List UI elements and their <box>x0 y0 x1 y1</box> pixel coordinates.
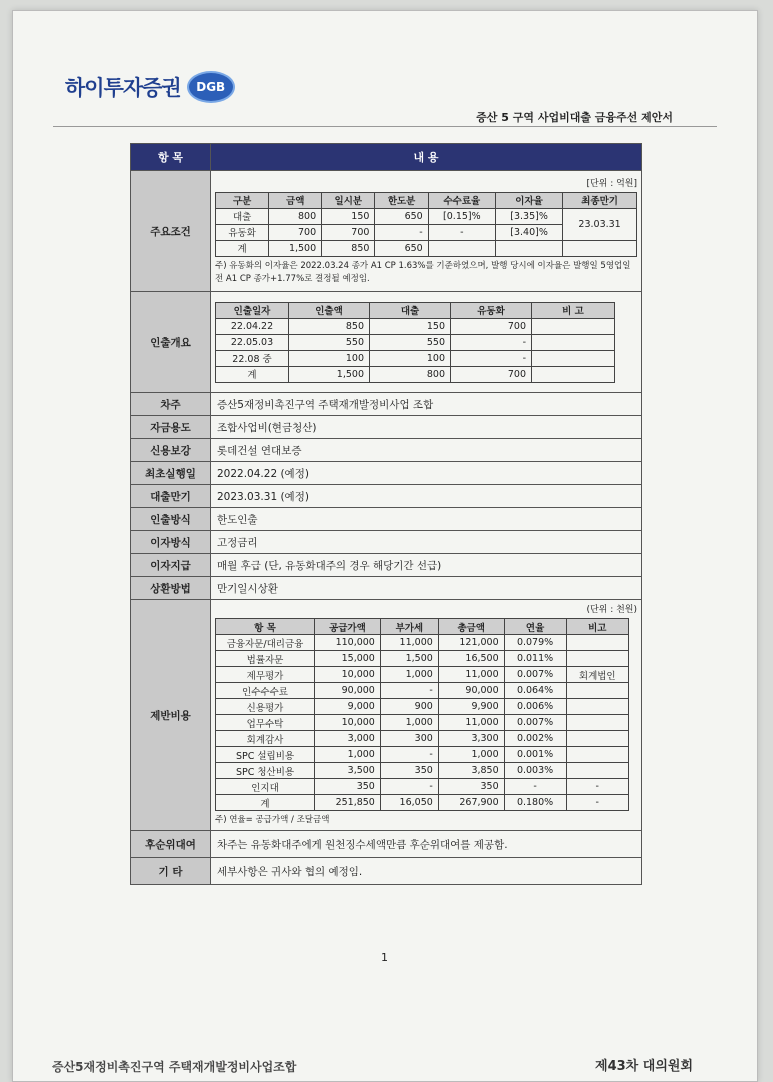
table-cell: 9,900 <box>438 699 504 715</box>
terms-header-cell: 수수료율 <box>428 192 495 208</box>
subordinated-loan-label: 후순위대여 <box>131 831 211 858</box>
table-cell: 법률자문 <box>216 651 315 667</box>
table-cell: 90,000 <box>438 683 504 699</box>
maturity-cell: 23.03.31 <box>563 208 637 240</box>
table-row <box>216 318 615 334</box>
table-cell: 0.007% <box>504 667 566 683</box>
table-row <box>216 779 629 795</box>
table-row <box>216 667 629 683</box>
table-cell: 700 <box>269 224 322 240</box>
terms-header-cell: 이자율 <box>495 192 562 208</box>
interest-method-value: 고정금리 <box>211 531 642 554</box>
table-cell: 150 <box>322 208 375 224</box>
table-cell: 22.08 중 <box>216 350 289 366</box>
table-row <box>216 366 615 382</box>
table-cell: 22.05.03 <box>216 334 289 350</box>
table-cell: 회계감사 <box>216 731 315 747</box>
table-cell: 계 <box>216 366 289 382</box>
table-cell: 22.04.22 <box>216 318 289 334</box>
costs-header-cell: 총금액 <box>438 619 504 635</box>
table-cell <box>428 240 495 256</box>
interest-payment-value: 매월 후급 (단, 유동화대주의 경우 해당기간 선급) <box>211 554 642 577</box>
table-cell: - <box>380 683 438 699</box>
other-value: 세부사항은 귀사와 협의 예정임. <box>211 858 642 885</box>
table-cell: 350 <box>315 779 381 795</box>
table-cell <box>566 763 629 779</box>
drawdown-table <box>215 302 615 383</box>
borrower-label: 차주 <box>131 393 211 416</box>
table-cell: 251,850 <box>315 795 381 811</box>
table-cell: 267,900 <box>438 795 504 811</box>
table-cell: 650 <box>375 208 428 224</box>
table-cell: 업무수탁 <box>216 715 315 731</box>
costs-body <box>216 635 629 811</box>
table-cell: 11,000 <box>438 667 504 683</box>
table-cell <box>563 240 637 256</box>
costs-header-cell: 연율 <box>504 619 566 635</box>
table-cell: 150 <box>370 318 451 334</box>
proposal-table <box>130 143 642 885</box>
table-cell: [3.40]% <box>495 224 562 240</box>
table-cell <box>566 635 629 651</box>
table-row <box>216 334 615 350</box>
table-cell: [3.35]% <box>495 208 562 224</box>
table-cell: 1,000 <box>438 747 504 763</box>
terms-header-cell: 구분 <box>216 192 269 208</box>
table-cell <box>532 318 615 334</box>
table-cell: - <box>451 350 532 366</box>
costs-header-cell: 비고 <box>566 619 629 635</box>
costs-header-cell: 항 목 <box>216 619 315 635</box>
drawdown-header-cell: 유동화 <box>451 302 532 318</box>
table-cell: 700 <box>322 224 375 240</box>
costs-content <box>211 600 642 831</box>
terms-unit: [단위 : 억원] <box>586 178 637 189</box>
terms-header-cell: 금액 <box>269 192 322 208</box>
table-cell: SPC 청산비용 <box>216 763 315 779</box>
table-cell: 제무평가 <box>216 667 315 683</box>
table-cell: - <box>451 334 532 350</box>
fund-use-label: 자금용도 <box>131 416 211 439</box>
table-cell: - <box>428 224 495 240</box>
table-cell <box>532 334 615 350</box>
table-cell: 550 <box>370 334 451 350</box>
title-divider <box>53 126 717 127</box>
table-cell: 850 <box>322 240 375 256</box>
interest-payment-label: 이자지급 <box>131 554 211 577</box>
table-cell: 1,000 <box>380 667 438 683</box>
drawdown-label: 인출개요 <box>131 292 211 393</box>
first-execution-label: 최초실행일 <box>131 462 211 485</box>
table-row <box>216 699 629 715</box>
table-cell: 16,050 <box>380 795 438 811</box>
table-cell: SPC 설립비용 <box>216 747 315 763</box>
brand-name: 하이투자증권 <box>65 76 181 100</box>
footer-association: 증산5재정비촉진구역 주택재개발정비사업조합 <box>52 1060 297 1074</box>
table-row <box>216 747 629 763</box>
table-cell: 인지대 <box>216 779 315 795</box>
drawdown-header-cell: 대출 <box>370 302 451 318</box>
table-cell: - <box>504 779 566 795</box>
table-cell: 650 <box>375 240 428 256</box>
table-cell: 10,000 <box>315 667 381 683</box>
table-cell: 3,000 <box>315 731 381 747</box>
repayment-label: 상환방법 <box>131 577 211 600</box>
table-cell: 계 <box>216 795 315 811</box>
company-logo <box>65 71 235 103</box>
first-execution-value: 2022.04.22 (예정) <box>211 462 642 485</box>
table-cell: 계 <box>216 240 269 256</box>
table-row <box>216 350 615 366</box>
table-cell: 0.003% <box>504 763 566 779</box>
table-cell <box>566 731 629 747</box>
table-row <box>216 763 629 779</box>
table-cell: 인수수수료 <box>216 683 315 699</box>
table-cell: 16,500 <box>438 651 504 667</box>
table-cell <box>566 715 629 731</box>
table-cell: 3,300 <box>438 731 504 747</box>
table-cell: [0.15]% <box>428 208 495 224</box>
footer-meeting: 제43차 대의원회 <box>595 1059 693 1074</box>
table-cell: 110,000 <box>315 635 381 651</box>
table-cell: 550 <box>289 334 370 350</box>
table-cell: 700 <box>451 366 532 382</box>
table-cell: 0.064% <box>504 683 566 699</box>
table-row <box>216 651 629 667</box>
table-row <box>216 240 637 256</box>
table-row <box>216 795 629 811</box>
table-cell: 3,850 <box>438 763 504 779</box>
column-header-item: 항 목 <box>131 144 211 171</box>
loan-maturity-label: 대출만기 <box>131 485 211 508</box>
table-cell: 0.002% <box>504 731 566 747</box>
table-cell: 0.006% <box>504 699 566 715</box>
table-cell: - <box>566 795 629 811</box>
drawdown-method-label: 인출방식 <box>131 508 211 531</box>
table-cell: 0.007% <box>504 715 566 731</box>
table-row <box>216 715 629 731</box>
table-cell: 3,500 <box>315 763 381 779</box>
borrower-value: 증산5재정비촉진구역 주택재개발정비사업 조합 <box>211 393 642 416</box>
table-cell: 121,000 <box>438 635 504 651</box>
table-cell: 0.011% <box>504 651 566 667</box>
table-cell: 11,000 <box>380 635 438 651</box>
terms-note: 주) 유동화의 이자율은 2022.03.24 종가 A1 CP 1.63%를 기준하였으며, 발행 당시에 이자율은 발행일 5영업일 전 A1 CP 종가+1.77%로 결정될 예정임. <box>215 260 631 284</box>
table-cell: 신용평가 <box>216 699 315 715</box>
table-cell <box>532 350 615 366</box>
table-cell: 11,000 <box>438 715 504 731</box>
table-cell: 350 <box>438 779 504 795</box>
subordinated-loan-value: 차주는 유동화대주에게 원천징수세액만큼 후순위대여를 제공함. <box>211 831 642 858</box>
table-cell: 350 <box>380 763 438 779</box>
costs-table <box>215 618 629 811</box>
table-cell: 100 <box>289 350 370 366</box>
fund-use-value: 조합사업비(현금청산) <box>211 416 642 439</box>
table-cell: - <box>380 779 438 795</box>
terms-content <box>211 171 642 292</box>
credit-enhancement-value: 롯데건설 연대보증 <box>211 439 642 462</box>
costs-header-cell: 공급가액 <box>315 619 381 635</box>
document-title: 증산 5 구역 사업비대출 금융주선 제안서 <box>476 111 673 124</box>
costs-unit: (단위 : 천원) <box>586 605 637 615</box>
table-cell: 유동화 <box>216 224 269 240</box>
dgb-badge: DGB <box>187 71 235 103</box>
table-cell: 800 <box>370 366 451 382</box>
table-cell: 15,000 <box>315 651 381 667</box>
terms-table <box>215 192 637 257</box>
table-cell: 1,500 <box>289 366 370 382</box>
table-cell: 1,000 <box>315 747 381 763</box>
credit-enhancement-label: 신용보강 <box>131 439 211 462</box>
table-cell: 900 <box>380 699 438 715</box>
drawdown-header-cell: 인출일자 <box>216 302 289 318</box>
terms-label: 주요조건 <box>131 171 211 292</box>
terms-header-cell: 최종만기 <box>563 192 637 208</box>
costs-note: 주) 연율= 공급가액 / 조달금액 <box>215 815 330 825</box>
table-cell: - <box>380 747 438 763</box>
page-number: 1 <box>381 951 388 964</box>
table-cell <box>495 240 562 256</box>
interest-method-label: 이자방식 <box>131 531 211 554</box>
table-cell <box>566 651 629 667</box>
table-row <box>216 635 629 651</box>
column-header-content: 내 용 <box>211 144 642 171</box>
table-row <box>216 208 637 224</box>
drawdown-header-cell: 비 고 <box>532 302 615 318</box>
costs-header-cell: 부가세 <box>380 619 438 635</box>
table-cell: 0.180% <box>504 795 566 811</box>
table-cell: 금융자문/대리금융 <box>216 635 315 651</box>
table-cell: - <box>375 224 428 240</box>
table-cell: 1,500 <box>269 240 322 256</box>
table-cell: 300 <box>380 731 438 747</box>
table-cell: 0.001% <box>504 747 566 763</box>
terms-header-cell: 한도분 <box>375 192 428 208</box>
table-cell <box>566 683 629 699</box>
table-cell: 90,000 <box>315 683 381 699</box>
table-cell <box>532 366 615 382</box>
table-cell: 10,000 <box>315 715 381 731</box>
costs-label: 제반비용 <box>131 600 211 831</box>
table-row <box>216 731 629 747</box>
drawdown-header-cell: 인출액 <box>289 302 370 318</box>
other-label: 기 타 <box>131 858 211 885</box>
table-cell: 대출 <box>216 208 269 224</box>
table-cell: 회계법인 <box>566 667 629 683</box>
table-cell: - <box>566 779 629 795</box>
table-cell: 0.079% <box>504 635 566 651</box>
loan-maturity-value: 2023.03.31 (예정) <box>211 485 642 508</box>
repayment-value: 만기일시상환 <box>211 577 642 600</box>
table-row <box>216 683 629 699</box>
table-cell: 1,500 <box>380 651 438 667</box>
table-cell: 800 <box>269 208 322 224</box>
drawdown-method-value: 한도인출 <box>211 508 642 531</box>
table-cell <box>566 699 629 715</box>
table-cell <box>566 747 629 763</box>
terms-header-cell: 일시분 <box>322 192 375 208</box>
table-cell: 850 <box>289 318 370 334</box>
drawdown-content <box>211 292 642 393</box>
table-cell: 100 <box>370 350 451 366</box>
table-cell: 1,000 <box>380 715 438 731</box>
table-cell: 700 <box>451 318 532 334</box>
table-cell: 9,000 <box>315 699 381 715</box>
